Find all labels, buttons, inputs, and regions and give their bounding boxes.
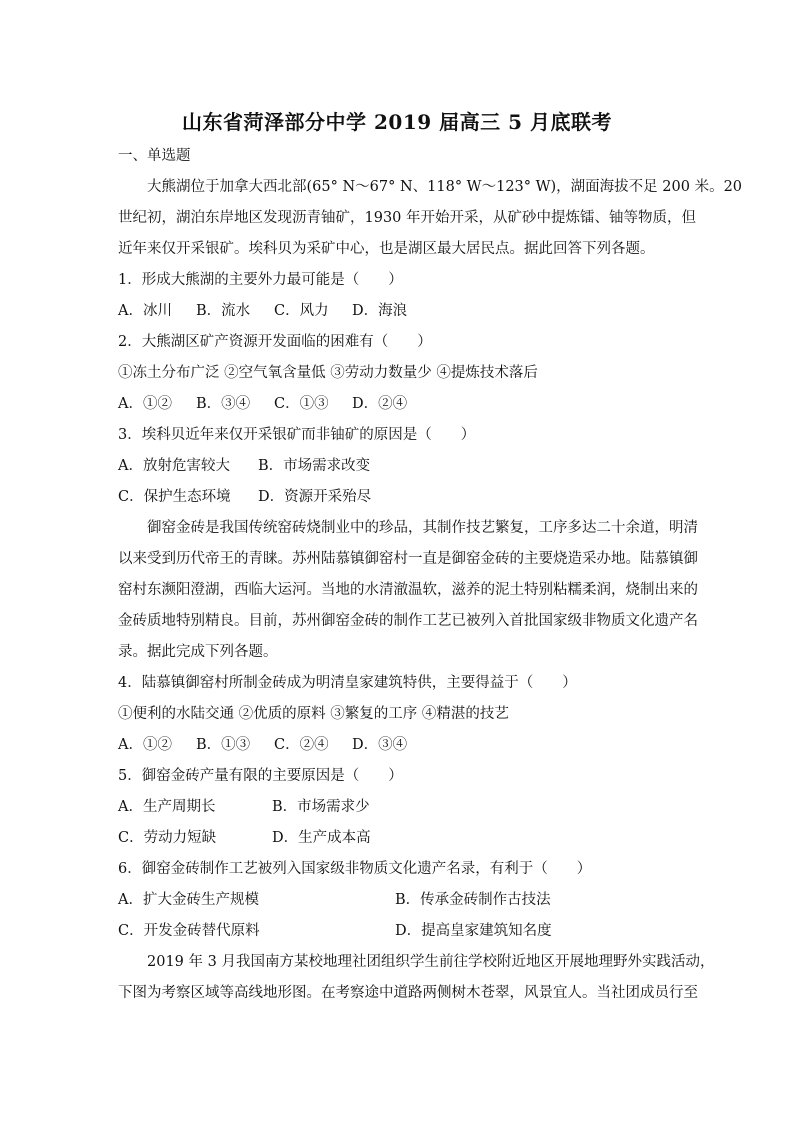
passage-1-line-2: 世纪初，湖泊东岸地区发现沥青铀矿，1930 年开始开采，从矿砂中提炼镭、铀等物质，但 <box>118 210 697 226</box>
question-4-stem: 4．陆慕镇御窑村所制金砖成为明清皇家建筑特供，主要得益于（ ） <box>118 675 577 691</box>
question-6-option-b: B．传承金砖制作古技法 <box>395 892 551 908</box>
question-4-option-b: B．①③ <box>196 737 251 753</box>
question-3-option-c: C．保护生态环境 <box>118 489 231 505</box>
question-6-stem: 6．御窑金砖制作工艺被列入国家级非物质文化遗产名录，有利于（ ） <box>118 861 592 877</box>
question-5-options-row-2 <box>118 828 371 848</box>
question-1-stem: 1．形成大熊湖的主要外力最可能是（ ） <box>118 272 403 288</box>
question-3-stem: 3．埃科贝近年来仅开采银矿而非铀矿的原因是（ ） <box>118 427 476 443</box>
question-3-option-a: A．放射危害较大 <box>118 458 230 474</box>
question-2-option-c: C．①③ <box>274 396 329 412</box>
question-1-option-c: C．风力 <box>274 303 329 319</box>
question-2-stem: 2．大熊湖区矿产资源开发面临的困难有（ ） <box>118 334 432 350</box>
question-5-option-d: D．生产成本高 <box>272 830 371 846</box>
question-5-option-a: A．生产周期长 <box>118 799 216 815</box>
passage-2-line-2: 以来受到历代帝王的青睐。苏州陆慕镇御窑村一直是御窑金砖的主要烧造采办地。陆慕镇御 <box>118 551 698 567</box>
question-5-option-c: C．劳动力短缺 <box>118 830 217 846</box>
question-2-options <box>118 394 407 414</box>
question-4-items: ①便利的水陆交通 ②优质的原料 ③繁复的工序 ④精湛的技艺 <box>118 706 509 722</box>
question-5-option-b: B．市场需求少 <box>272 799 370 815</box>
question-2-option-d: D．②④ <box>352 396 408 412</box>
passage-3-line-2: 下图为考察区域等高线地形图。在考察途中道路两侧树木苍翠，风景宜人。当社团成员行至 <box>118 985 698 1001</box>
question-1-options <box>118 301 407 321</box>
passage-1-line-1: 大熊湖位于加拿大西北部(65° N～67° N、118° W～123° W)，湖面海拔不足 200 米。20 <box>147 179 743 195</box>
question-3-option-b: B．市场需求改变 <box>258 458 371 474</box>
question-6-option-d: D．提高皇家建筑知名度 <box>395 923 552 939</box>
question-5-stem: 5．御窑金砖产量有限的主要原因是（ ） <box>118 768 403 784</box>
section-heading: 一、单选题 <box>118 148 191 164</box>
question-6-options-row-1 <box>118 890 551 910</box>
question-1-option-b: B．流水 <box>196 303 251 319</box>
question-1-option-a: A．冰川 <box>118 303 172 319</box>
passage-1-line-3: 近年来仅开采银矿。埃科贝为采矿中心，也是湖区最大居民点。据此回答下列各题。 <box>118 241 655 257</box>
passage-3-line-1: 2019 年 3 月我国南方某校地理社团组织学生前往学校附近地区开展地理野外实践活动， <box>147 954 715 970</box>
question-1-option-d: D．海浪 <box>352 303 408 319</box>
question-4-options <box>118 735 407 755</box>
question-6-option-c: C．开发金砖替代原料 <box>118 923 260 939</box>
question-2-option-b: B．③④ <box>196 396 251 412</box>
passage-2-line-3: 窑村东濒阳澄湖，西临大运河。当地的水清澈温软，滋养的泥土特别粘糯柔润，烧制出来的 <box>118 582 698 598</box>
question-6-options-row-2 <box>118 921 552 941</box>
question-2-option-a: A．①② <box>118 396 172 412</box>
question-4-option-a: A．①② <box>118 737 172 753</box>
question-4-option-d: D．③④ <box>352 737 408 753</box>
question-4-option-c: C．②④ <box>274 737 329 753</box>
passage-2-line-1: 御窑金砖是我国传统窑砖烧制业中的珍品，其制作技艺繁复，工序多达二十余道，明清 <box>147 520 698 536</box>
question-3-options-row-2 <box>118 487 371 507</box>
question-6-option-a: A．扩大金砖生产规模 <box>118 892 259 908</box>
question-3-options-row-1 <box>118 456 370 476</box>
question-5-options-row-1 <box>118 797 370 817</box>
page-title: 山东省菏泽部分中学 2019 届高三 5 月底联考 <box>182 110 612 134</box>
passage-2-line-4: 金砖质地特别精良。目前，苏州御窑金砖的制作工艺已被列入首批国家级非物质文化遗产名 <box>118 613 698 629</box>
question-3-option-d: D．资源开采殆尽 <box>258 489 372 505</box>
passage-2-line-5: 录。据此完成下列各题。 <box>118 644 278 660</box>
question-2-items: ①冻土分布广泛 ②空气氧含量低 ③劳动力数量少 ④提炼技术落后 <box>118 365 538 381</box>
